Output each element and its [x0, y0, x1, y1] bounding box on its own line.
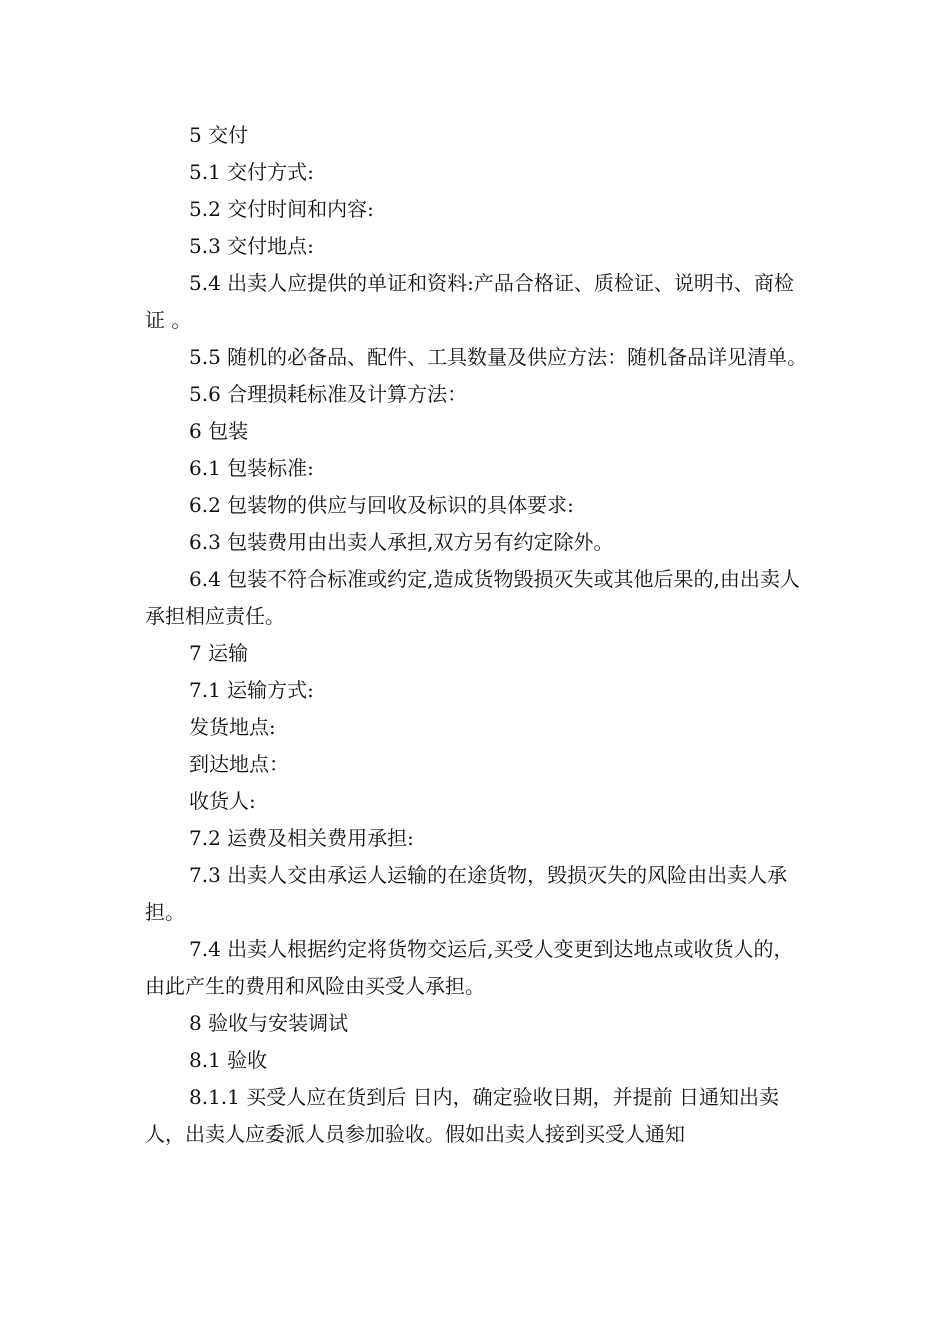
heading-5: 5 交付: [189, 123, 249, 147]
heading-8: 8 验收与安装调试: [189, 1011, 349, 1035]
clause-8-1-1: 8.1.1 买受人应在货到后 日内，确定验收日期，并提前 日通知出卖人，出卖人应委派人员参加验收。假如出卖人接到买受人通知: [145, 1085, 779, 1146]
shipping-origin-field: 发货地点:: [189, 715, 276, 739]
clause-8-1: 8.1 验收: [189, 1048, 268, 1072]
clause-5-5: 5.5 随机的必备品、配件、工具数量及供应方法：随机备品详见清单。: [189, 345, 808, 369]
clause-5-4: 5.4 出卖人应提供的单证和资料:产品合格证、质检证、说明书、商检证 。: [145, 271, 794, 332]
clause-7-1: 7.1 运输方式:: [189, 678, 314, 702]
clause-5-1: 5.1 交付方式:: [189, 160, 314, 184]
clause-7-4: 7.4 出卖人根据约定将货物交运后,买受人变更到达地点或收货人的，由此产生的费用和风险由买受人承担。: [145, 937, 794, 998]
heading-7: 7 运输: [189, 641, 249, 665]
consignee-field: 收货人:: [189, 789, 256, 813]
destination-field: 到达地点：: [189, 752, 289, 776]
clause-7-2: 7.2 运费及相关费用承担:: [189, 826, 414, 850]
clause-6-3: 6.3 包装费用由出卖人承担,双方另有约定除外。: [189, 530, 614, 554]
clause-7-3: 7.3 出卖人交由承运人运输的在途货物，毁损灭失的风险由出卖人承担。: [145, 863, 788, 924]
clause-5-6: 5.6 合理损耗标准及计算方法：: [189, 382, 468, 406]
heading-6: 6 包装: [189, 419, 249, 443]
clause-6-1: 6.1 包装标准:: [189, 456, 314, 480]
clause-5-3: 5.3 交付地点:: [189, 234, 314, 258]
clause-5-2: 5.2 交付时间和内容:: [189, 197, 374, 221]
clause-6-2: 6.2 包装物的供应与回收及标识的具体要求:: [189, 493, 574, 517]
clause-6-4: 6.4 包装不符合标准或约定,造成货物毁损灭失或其他后果的,由出卖人承担相应责任。: [145, 567, 800, 628]
document-body: [145, 117, 810, 1153]
